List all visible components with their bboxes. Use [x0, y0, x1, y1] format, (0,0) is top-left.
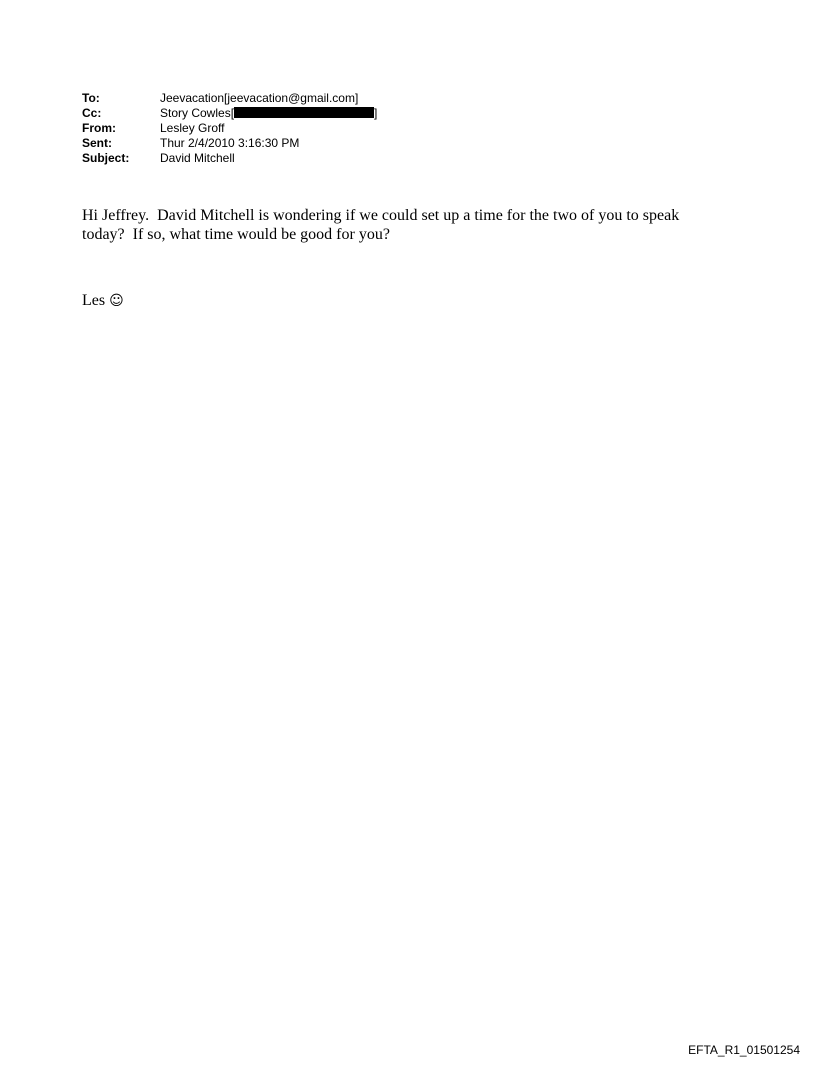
cc-value [160, 106, 377, 121]
message-line-1: Hi Jeffrey. David Mitchell is wondering if we could set up a time for the two of you to speak [82, 207, 680, 224]
signoff-name: Les [82, 292, 106, 309]
sent-value: Thur 2/4/2010 3:16:30 PM [160, 136, 300, 150]
from-value: Lesley Groff [160, 121, 225, 135]
from-label: From: [82, 121, 116, 135]
cc-name: Story Cowles[ [160, 106, 235, 120]
message-line-2: today? If so, what time would be good for you? [82, 226, 390, 243]
redaction-box [234, 107, 374, 118]
signoff [82, 291, 124, 311]
to-row [82, 91, 377, 106]
sent-label: Sent: [82, 136, 112, 150]
subject-label: Subject: [82, 151, 130, 165]
subject-value: David Mitchell [160, 151, 235, 165]
from-row [82, 121, 377, 136]
cc-row [82, 106, 377, 121]
email-header [82, 91, 377, 166]
message-body [82, 206, 722, 244]
cc-close: ] [374, 106, 378, 120]
to-value: Jeevacation[jeevacation@gmail.com] [160, 91, 359, 105]
to-label: To: [82, 91, 100, 105]
subject-row [82, 151, 377, 166]
cc-label: Cc: [82, 106, 102, 120]
sent-row [82, 136, 377, 151]
smiley-icon: ☺ [109, 293, 124, 309]
document-id: EFTA_R1_01501254 [688, 1043, 800, 1057]
